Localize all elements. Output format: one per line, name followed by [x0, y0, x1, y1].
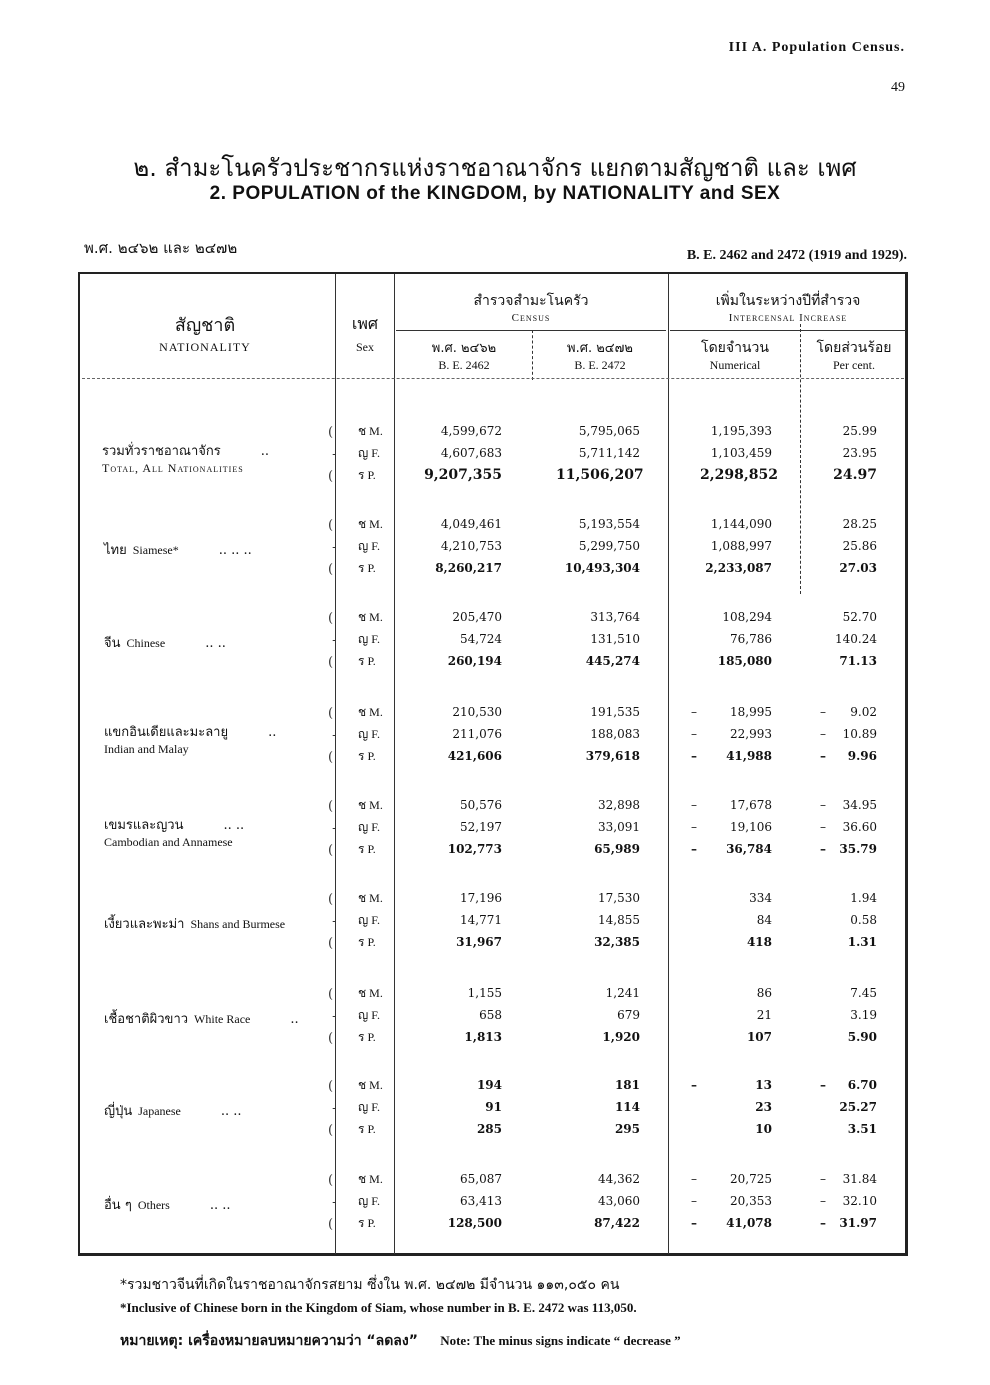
sex-label: ร P.: [358, 468, 376, 482]
table-cell: –: [820, 1172, 826, 1186]
col-sex-en: Sex: [356, 340, 374, 354]
sex-label: ช M.: [358, 1172, 383, 1186]
table-cell: –: [820, 842, 826, 856]
table-cell: –: [820, 798, 826, 812]
sex-label: ช M.: [358, 891, 383, 905]
note-english: Note: The minus signs indicate “ decrease ”: [440, 1333, 681, 1348]
nationality-group: [80, 1166, 908, 1236]
col-2462-values: [418, 982, 502, 1048]
col-2462-values: [418, 606, 502, 672]
col-percent-th: โดยส่วนร้อย: [816, 340, 892, 356]
table-cell: 22,993: [730, 727, 772, 741]
nationality-thai: รวมทั่วราชอาณาจักร: [102, 444, 221, 459]
note: [120, 1330, 681, 1352]
table-cell: 19,106: [730, 820, 772, 834]
brace: ( - (: [328, 1173, 337, 1232]
sex-label: ญ F.: [358, 820, 380, 834]
numerical-values: [700, 606, 772, 672]
table-cell: 0.58: [850, 913, 877, 927]
table-cell: 31.84: [842, 1172, 877, 1186]
sex-label: ร P.: [358, 561, 376, 575]
footnote-thai: *รวมชาวจีนที่เกิดในราชอาณาจักรสยาม ซึ่งใน พ.ศ. ๒๔๗๒ มีจำนวน ๑๑๓,๐๕๐ คน: [120, 1277, 620, 1293]
table-cell: 285: [476, 1122, 502, 1136]
table-cell: 5,299,750: [578, 539, 640, 553]
brace: ( - (: [328, 611, 337, 670]
sex-label: ช M.: [358, 610, 383, 624]
sex-label: ญ F.: [358, 727, 380, 741]
table-cell: 63,413: [460, 1194, 502, 1208]
table-cell: 20,353: [730, 1194, 772, 1208]
table-cell: 52.70: [842, 610, 877, 624]
table-cell: 131,510: [590, 632, 640, 646]
col-2462-values: [418, 420, 502, 486]
brace: ( - (: [328, 706, 337, 765]
percent-values: [825, 513, 877, 579]
table-cell: 28.25: [842, 517, 877, 531]
sex-labels: [358, 1168, 383, 1234]
table-cell: 24.97: [833, 467, 877, 483]
col-2472-values: [556, 1074, 640, 1140]
table-cell: 4,049,461: [440, 517, 502, 531]
nationality-thai: ไทย: [104, 543, 127, 558]
col-2472-values: [556, 1168, 640, 1234]
header-bottom-rule: [82, 378, 904, 379]
title-english: 2. POPULATION of the KINGDOM, by NATIONALITY and SEX: [209, 183, 781, 204]
col-2472-values: [556, 606, 640, 672]
table-cell: –: [820, 749, 826, 763]
leader-dots: .. ..: [223, 818, 245, 833]
table-cell: 9,207,355: [424, 467, 502, 483]
sex-label: ญ F.: [358, 913, 380, 927]
sex-labels: [358, 794, 383, 860]
table-cell: 31,967: [456, 935, 502, 949]
table-cell: 23: [755, 1100, 772, 1114]
numerical-values: [700, 794, 772, 860]
col-2472-values: [556, 887, 640, 953]
sex-label: ช M.: [358, 798, 383, 812]
sex-label: ช M.: [358, 705, 383, 719]
nationality-label: [104, 814, 244, 850]
sex-labels: [358, 887, 383, 953]
sex-label: ญ F.: [358, 1194, 380, 1208]
col-be2462-en: B. E. 2462: [438, 358, 490, 372]
leader-dots: ..: [268, 725, 277, 740]
table-cell: –: [820, 727, 826, 741]
sex-label: ร P.: [358, 749, 376, 763]
nationality-label: [104, 1008, 299, 1029]
table-cell: 10.89: [842, 727, 877, 741]
table-cell: –: [691, 820, 697, 834]
table-cell: 5.90: [847, 1030, 877, 1044]
table-cell: 5,795,065: [578, 424, 640, 438]
col-be2472-th: พ.ศ. ๒๔๗๒: [567, 341, 633, 356]
table-cell: 191,535: [590, 705, 640, 719]
table-cell: 181: [614, 1078, 640, 1092]
nationality-group: [80, 792, 908, 862]
table-cell: 6.70: [847, 1078, 877, 1092]
table-cell: 295: [614, 1122, 640, 1136]
table-cell: 1,088,997: [710, 539, 772, 553]
sex-label: ร P.: [358, 935, 376, 949]
table-cell: 17,196: [460, 891, 502, 905]
table-cell: –: [691, 705, 697, 719]
col-2472-values: [556, 701, 640, 767]
table-cell: 379,618: [585, 749, 640, 763]
sex-label: ร P.: [358, 1030, 376, 1044]
sex-label: ญ F.: [358, 632, 380, 646]
nationality-english: Others: [137, 1198, 170, 1212]
nationality-group: [80, 418, 908, 488]
sex-labels: [358, 420, 383, 486]
table-cell: 185,080: [717, 654, 772, 668]
nationality-thai: แขกอินเดียและมะลายู: [104, 725, 229, 740]
leader-dots: ..: [260, 444, 270, 459]
table-cell: 210,530: [452, 705, 502, 719]
nationality-english: Siamese*: [132, 543, 179, 557]
table-cell: 11,506,207: [556, 467, 644, 483]
percent-values: [825, 1168, 877, 1234]
table-cell: 21: [756, 1008, 772, 1022]
table-cell: 17,678: [730, 798, 772, 812]
nationality-english: Shans and Burmese: [190, 917, 286, 931]
table-cell: 4,599,672: [440, 424, 502, 438]
col-sex-th: เพศ: [351, 314, 379, 333]
numerical-values: [700, 982, 772, 1048]
nationality-thai: เชื้อชาติผิวขาว: [104, 1012, 189, 1027]
table-cell: 35.79: [839, 842, 877, 856]
table-cell: 10: [755, 1122, 772, 1136]
table-cell: –: [820, 1216, 826, 1230]
brace: ( - (: [328, 425, 337, 484]
sex-label: ช M.: [358, 1078, 383, 1092]
sex-labels: [358, 513, 383, 579]
brace: ( - (: [328, 518, 337, 577]
leader-dots: .. ..: [220, 1104, 242, 1119]
sex-labels: [358, 701, 383, 767]
table-cell: 114: [614, 1100, 640, 1114]
col-2462-values: [418, 701, 502, 767]
table-cell: 658: [479, 1008, 502, 1022]
table-cell: –: [691, 1216, 697, 1230]
page-number: 49: [891, 80, 905, 95]
table-cell: 25.86: [842, 539, 877, 553]
table-cell: –: [820, 705, 826, 719]
table-cell: 32,898: [598, 798, 640, 812]
footnote-english: *Inclusive of Chinese born in the Kingdom of Siam, whose number in B. E. 2472 was 113,050.: [120, 1300, 637, 1315]
table-cell: 194: [476, 1078, 502, 1092]
sex-labels: [358, 606, 383, 672]
table-cell: 31.97: [839, 1216, 877, 1230]
table-cell: 34.95: [842, 798, 877, 812]
sex-label: ญ F.: [358, 539, 380, 553]
table-cell: 43,060: [598, 1194, 640, 1208]
table-cell: 50,576: [460, 798, 502, 812]
table-cell: 1,241: [605, 986, 640, 1000]
table-cell: 2,298,852: [700, 467, 778, 483]
leader-dots: .. .. ..: [218, 543, 252, 558]
table-cell: –: [691, 1078, 697, 1092]
col-nationality-en: NATIONALITY: [159, 340, 251, 354]
table-cell: 71.13: [839, 654, 877, 668]
table-cell: –: [691, 798, 697, 812]
nationality-label: [104, 913, 325, 934]
table-cell: 36.60: [842, 820, 877, 834]
census-underline: [396, 330, 666, 331]
sex-label: ร P.: [358, 1122, 376, 1136]
col-2472-values: [556, 420, 644, 486]
col-numerical-en: Numerical: [709, 358, 761, 372]
table-cell: 25.99: [842, 424, 877, 438]
table-cell: 3.51: [847, 1122, 877, 1136]
table-cell: 14,771: [460, 913, 502, 927]
table-cell: 205,470: [452, 610, 502, 624]
table-cell: 679: [617, 1008, 640, 1022]
table-cell: 140.24: [835, 632, 877, 646]
nationality-label: [104, 632, 226, 653]
table-cell: 41,078: [726, 1216, 772, 1230]
table-cell: 1,195,393: [710, 424, 772, 438]
table-cell: 2,233,087: [705, 561, 772, 575]
table-cell: 25.27: [839, 1100, 877, 1114]
table-cell: 65,989: [594, 842, 640, 856]
table-cell: 13: [755, 1078, 772, 1092]
col-percent-en: Per cent.: [833, 358, 875, 372]
table-cell: 23.95: [842, 446, 877, 460]
sex-labels: [358, 1074, 383, 1140]
table-cell: 4,607,683: [440, 446, 502, 460]
nationality-group: [80, 1072, 908, 1142]
table-cell: 1.31: [847, 935, 877, 949]
brace: ( - (: [328, 1079, 337, 1138]
nationality-label: [104, 721, 276, 757]
brace: ( - (: [328, 987, 337, 1046]
table-cell: 102,773: [447, 842, 502, 856]
percent-values: [825, 982, 877, 1048]
divider-census-years: [532, 330, 533, 380]
nationality-label: [104, 1100, 242, 1121]
table-cell: 211,076: [452, 727, 502, 741]
table-cell: 5,193,554: [578, 517, 640, 531]
increase-underline: [670, 330, 906, 331]
table-cell: 445,274: [585, 654, 640, 668]
numerical-values: [700, 513, 772, 579]
leader-dots: .. ..: [209, 1198, 231, 1213]
brace: ( - (: [328, 799, 337, 858]
col-2462-values: [418, 794, 502, 860]
table-cell: 107: [746, 1030, 772, 1044]
sex-label: ช M.: [358, 986, 383, 1000]
table-cell: 334: [749, 891, 772, 905]
sex-label: ร P.: [358, 1216, 376, 1230]
table-cell: 33,091: [598, 820, 640, 834]
table-cell: 76,786: [730, 632, 772, 646]
table-cell: 9.02: [850, 705, 877, 719]
table-cell: 32,385: [594, 935, 640, 949]
nationality-label: [104, 539, 252, 560]
percent-values: [825, 887, 877, 953]
nationality-group: [80, 511, 908, 581]
table-cell: 27.03: [839, 561, 877, 575]
table-cell: 313,764: [590, 610, 640, 624]
col-2472-values: [556, 982, 640, 1048]
title-thai: ๒. สำมะโนครัวประชากรแห่งราชอาณาจักร แยกตามสัญชาติ และ เพศ: [133, 154, 857, 182]
col-census-th: สำรวจสำมะโนครัว: [473, 293, 589, 309]
col-be2462-th: พ.ศ. ๒๔๖๒: [431, 341, 497, 356]
subtitle-english: B. E. 2462 and 2472 (1919 and 1929).: [686, 248, 907, 263]
table-cell: –: [691, 1194, 697, 1208]
table-cell: 1,144,090: [710, 517, 772, 531]
table-cell: 32.10: [842, 1194, 877, 1208]
nationality-group: [80, 699, 908, 769]
table-cell: 421,606: [447, 749, 502, 763]
nationality-group: [80, 885, 908, 955]
table-cell: –: [691, 1172, 697, 1186]
sex-labels: [358, 982, 383, 1048]
leader-dots: .. ..: [205, 636, 226, 651]
sex-label: ช M.: [358, 517, 383, 531]
table-cell: 1,920: [602, 1030, 640, 1044]
brace: ( - (: [328, 892, 337, 951]
table-cell: 17,530: [598, 891, 640, 905]
nationality-label: [104, 1194, 230, 1215]
nationality-english: Total, All Nationalities: [102, 461, 244, 475]
table-cell: 8,260,217: [435, 561, 502, 575]
col-2472-values: [556, 513, 640, 579]
sex-label: ญ F.: [358, 1008, 380, 1022]
note-thai: หมายเหตุ: เครื่องหมายลบหมายความว่า “ลดลง”: [120, 1333, 418, 1349]
running-header: III A. Population Census.: [728, 40, 905, 55]
table-cell: 44,362: [598, 1172, 640, 1186]
sex-label: ญ F.: [358, 446, 380, 460]
nationality-english: White Race: [194, 1012, 251, 1026]
col-nationality-th: สัญชาติ: [174, 315, 236, 336]
nationality-thai: อื่น ๆ: [104, 1198, 132, 1213]
nationality-thai: เขมรและญวน: [104, 818, 184, 833]
col-census-en: Census: [511, 312, 551, 324]
numerical-values: [700, 420, 778, 486]
table-cell: 87,422: [594, 1216, 640, 1230]
nationality-english: Indian and Malay: [104, 742, 189, 756]
table-cell: 7.45: [850, 986, 877, 1000]
col-2462-values: [418, 1168, 502, 1234]
table-cell: 14,855: [598, 913, 640, 927]
table-cell: 4,210,753: [440, 539, 502, 553]
numerical-values: [700, 1074, 772, 1140]
col-2462-values: [418, 887, 502, 953]
percent-values: [825, 701, 877, 767]
table-cell: 65,087: [460, 1172, 502, 1186]
table-cell: 84: [756, 913, 772, 927]
percent-values: [825, 794, 877, 860]
numerical-values: [700, 1168, 772, 1234]
col-increase-en: Intercensal Increase: [728, 312, 848, 324]
percent-values: [825, 1074, 877, 1140]
sex-label: ญ F.: [358, 1100, 380, 1114]
nationality-thai: ญี่ปุ่น: [104, 1104, 133, 1119]
nationality-english: Japanese: [138, 1104, 181, 1118]
numerical-values: [700, 701, 772, 767]
leader-dots: ..: [290, 1012, 299, 1027]
numerical-values: [700, 887, 772, 953]
table-cell: 418: [746, 935, 772, 949]
sex-label: ร P.: [358, 842, 376, 856]
table-cell: 1,813: [464, 1030, 502, 1044]
table-cell: –: [691, 749, 697, 763]
col-2462-values: [418, 513, 502, 579]
nationality-thai: จีน: [104, 636, 121, 651]
table-cell: 54,724: [460, 632, 502, 646]
col-2472-values: [556, 794, 640, 860]
sex-label: ช M.: [358, 424, 383, 438]
col-2462-values: [418, 1074, 502, 1140]
table-cell: –: [820, 1078, 826, 1092]
nationality-label: [102, 440, 269, 476]
nationality-thai: เงี้ยวและพะม่า: [104, 917, 185, 932]
table-cell: 9.96: [847, 749, 877, 763]
subtitle-thai: พ.ศ. ๒๔๖๒ และ ๒๔๗๒: [84, 239, 238, 257]
table-cell: –: [691, 727, 697, 741]
nationality-group: [80, 604, 908, 674]
table-cell: 36,784: [726, 842, 772, 856]
col-increase-th: เพิ่มในระหว่างปีที่สำรวจ: [715, 293, 861, 309]
table-cell: 20,725: [730, 1172, 772, 1186]
nationality-english: Chinese: [126, 636, 166, 650]
table-cell: 1,155: [467, 986, 502, 1000]
table-cell: 128,500: [447, 1216, 502, 1230]
nationality-group: [80, 980, 908, 1050]
sex-label: ร P.: [358, 654, 376, 668]
table-cell: 1,103,459: [710, 446, 772, 460]
table-cell: 18,995: [730, 705, 772, 719]
percent-values: [825, 606, 877, 672]
table-cell: 10,493,304: [564, 561, 640, 575]
table-cell: –: [820, 820, 826, 834]
table-cell: 260,194: [447, 654, 502, 668]
col-be2472-en: B. E. 2472: [574, 358, 626, 372]
table-cell: 108,294: [722, 610, 772, 624]
nationality-english: Cambodian and Annamese: [104, 835, 233, 849]
table-cell: 91: [485, 1100, 502, 1114]
table-cell: 1.94: [850, 891, 877, 905]
table-cell: 3.19: [850, 1008, 877, 1022]
percent-values: [825, 420, 877, 486]
col-numerical-th: โดยจำนวน: [701, 340, 769, 356]
table-cell: –: [820, 1194, 826, 1208]
table-cell: 41,988: [726, 749, 772, 763]
table-cell: 86: [756, 986, 772, 1000]
table-cell: –: [691, 842, 697, 856]
table-cell: 188,083: [590, 727, 640, 741]
table-cell: 52,197: [460, 820, 502, 834]
table-cell: 5,711,142: [578, 446, 640, 460]
